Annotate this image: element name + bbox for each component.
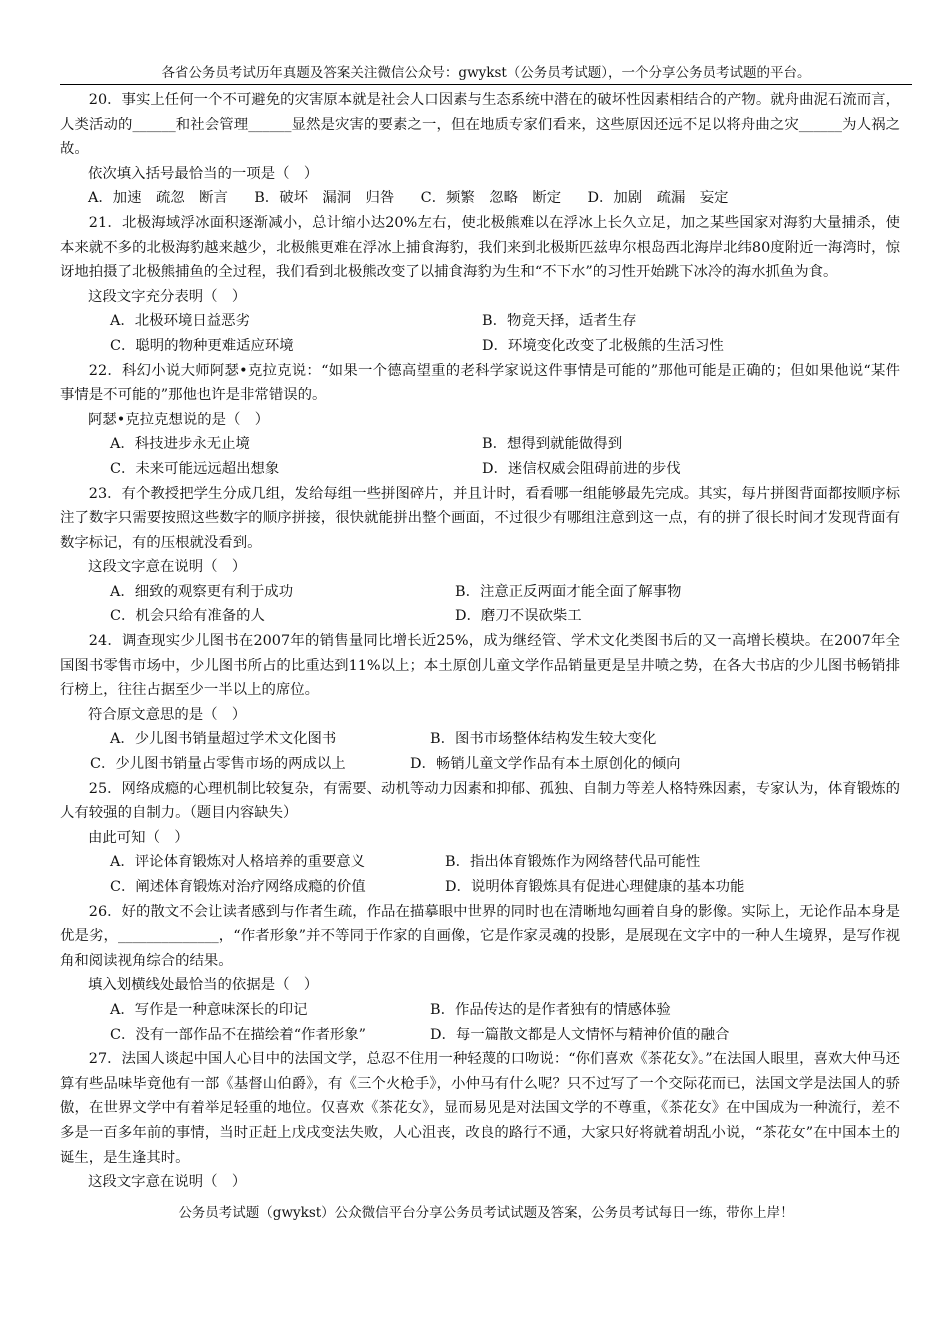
option-d: D．迷信权威会阻碍前进的步伐 [482,460,681,477]
question-26-prompt: 填入划横线处最恰当的依据是（ ） [88,977,319,994]
question-26-options-row-2 [60,1023,900,1048]
option-c: C．没有一部作品不在描绘着“作者形象” [110,1026,366,1043]
option-a: A．加速 疏忽 断言 [88,190,228,207]
option-c: C．聪明的物种更难适应环境 [110,337,294,354]
question-22-stem: 22．科幻小说大师阿瑟•克拉克说：“如果一个德高望重的老科学家说这件事情是可能的”那他可能是正确的；但如果他说“某件事情是不可能的”那他也许是非常错误的。 [60,362,900,404]
option-a: A．少儿图书销量超过学术文化图书 [110,731,337,748]
question-23-options-row-1 [60,580,900,605]
option-a: A．细致的观察更有利于成功 [110,583,294,600]
question-23-prompt: 这段文字意在说明（ ） [88,559,247,576]
option-b: B．物竞天择，适者生存 [482,313,637,330]
option-c: C．频繁 忽略 断定 [420,190,562,207]
option-d: D．畅销儿童文学作品有本土原创化的倾向 [410,756,681,773]
option-b: B．指出体育锻炼作为网络替代品可能性 [445,854,701,871]
question-21-options-row-2 [60,334,900,359]
question-24-options-row-2 [60,752,900,777]
question-25-stem: 25．网络成瘾的心理机制比较复杂，有需要、动机等动力因素和抑郁、孤独、自制力等差人格特殊因素，专家认为，体育锻炼的人有较强的自制力。（题目内容缺失） [60,780,900,822]
question-26-stem: 26．好的散文不会让读者感到与作者生疏，作品在描摹眼中世界的同时也在清晰地勾画着自身的影像。实际上，无论作品本身是优是劣，______________，“作者形象”并不等同于作家的自画像，它是作家灵魂的投影，是展现在文字中的一种人生境界，是写作视角和阅读视角综合的结果。 [60,903,900,969]
question-27-prompt: 这段文字意在说明（ ） [88,1174,247,1191]
question-20-options [60,186,900,211]
question-25-options-row-2 [60,875,900,900]
question-20-prompt: 依次填入括号最恰当的一项是（ ） [88,165,319,182]
page-header: 各省公务员考试历年真题及答案关注微信公众号：gwykst（公务员考试题），一个分享公务员考试题的平台。 [161,65,811,81]
option-b: B．作品传达的是作者独有的情感体验 [430,1001,671,1018]
option-c: C．机会只给有准备的人 [110,608,265,625]
option-b: B．想得到就能做得到 [482,436,623,453]
question-22-prompt: 阿瑟•克拉克想说的是（ ） [88,411,270,428]
question-21-prompt: 这段文字充分表明（ ） [88,288,247,305]
option-d: D．每一篇散文都是人文情怀与精神价值的融合 [430,1026,730,1043]
option-c: C．未来可能远远超出想象 [110,460,280,477]
question-26-options-row-1 [60,998,900,1023]
option-c: C．阐述体育锻炼对治疗网络成瘾的价值 [110,879,366,895]
option-b: B．破坏 漏洞 归咎 [254,190,395,207]
option-b: B．图书市场整体结构发生较大变化 [430,731,657,748]
question-24-options-row-1 [60,727,900,752]
question-23-options-row-2 [60,604,900,629]
question-22-options-row-1 [60,432,900,457]
page-content [60,88,900,1195]
question-23-stem: 23．有个教授把学生分成几组，发给每组一些拼图碎片，并且计时，看看哪一组能够最先完成。其实，每片拼图背面都按顺序标注了数字只需要按照这些数字的顺序拼接，很快就能拼出整个画面，不过很少有哪组注意到这一点，有的拼了很长时间才发现背面有数字标记，有的压根就没看到。 [60,485,900,551]
header-rule [60,84,912,85]
question-25-options-row-1 [60,850,900,875]
option-a: A．写作是一种意味深长的印记 [110,1001,308,1018]
question-21-options-row-1 [60,309,900,334]
option-b: B．注意正反两面才能全面了解事物 [455,583,682,600]
option-a: A．评论体育锻炼对人格培养的重要意义 [110,854,366,871]
option-d: D．磨刀不误砍柴工 [455,608,582,625]
question-24-stem: 24．调查现实少儿图书在2007年的销售量同比增长近25%，成为继经管、学术文化类图书后的又一高增长模块。在2007年全国图书零售市场中，少儿图书所占的比重达到11%以上；本土原创儿童文学作品销量更是呈井喷之势，在各大书店的少儿图书畅销排行榜上，往往占据至少一半以上的席位。 [60,633,900,699]
question-27-stem: 27．法国人谈起中国人心目中的法国文学，总忍不住用一种轻蔑的口吻说：“你们喜欢《茶花女》。”在法国人眼里，喜欢大仲马还算有些品味毕竟他有一部《基督山伯爵》，有《三个火枪手》，小仲马有什么呢？只不过写了一个交际花而已，法国文学是法国人的骄傲，在世界文学中有着举足轻重的地位。仅喜欢《茶花女》，显而易见是对法国文学的不尊重，《茶花女》在中国成为一种流行，差不多是一百多年前的事情，当时正赶上戊戌变法失败，人心沮丧，改良的路行不通，大家只好将就着胡乱小说，“茶花女”在中国本土的诞生，是生逢其时。 [60,1051,900,1166]
question-20-stem: 20．事实上任何一个不可避免的灾害原本就是社会人口因素与生态系统中潜在的破坏性因素相结合的产物。就舟曲泥石流而言，人类活动的______和社会管理______显然是灾害的要素之一，但在地质专家们看来，这些原因还远不足以将舟曲之灾______为人祸之故。 [60,92,900,158]
question-24-prompt: 符合原文意思的是（ ） [88,706,247,723]
question-22-options-row-2 [60,457,900,482]
option-a: A．北极环境日益恶劣 [110,313,250,330]
question-21-stem: 21．北极海域浮冰面积逐渐减小，总计缩小达20%左右，使北极熊难以在浮冰上长久立足，加之某些国家对海豹大量捕杀，使本来就不多的北极海豹越来越少，北极熊更难在浮冰上捕食海豹，我们来到北极斯匹兹卑尔根岛西北海岸北纬80度附近一海湾时，惊讶地拍摄了北极熊捕鱼的全过程，我们看到北极熊改变了以捕食海豹为生和“不下水”的习性开始跳下冰冷的海水抓鱼为食。 [60,214,900,281]
question-25-prompt: 由此可知（ ） [88,829,189,846]
page-footer: 公务员考试题（gwykst）公众微信平台分享公务员考试试题及答案，公务员考试每日一练，带你上岸！ [178,1205,794,1221]
option-d: D．环境变化改变了北极熊的生活习性 [482,337,724,354]
option-d: D．加剧 疏漏 妄定 [587,190,729,207]
option-c: C．少儿图书销量占零售市场的两成以上 [90,756,346,773]
option-a: A．科技进步永无止境 [110,436,250,453]
option-d: D．说明体育锻炼具有促进心理健康的基本功能 [445,879,745,895]
